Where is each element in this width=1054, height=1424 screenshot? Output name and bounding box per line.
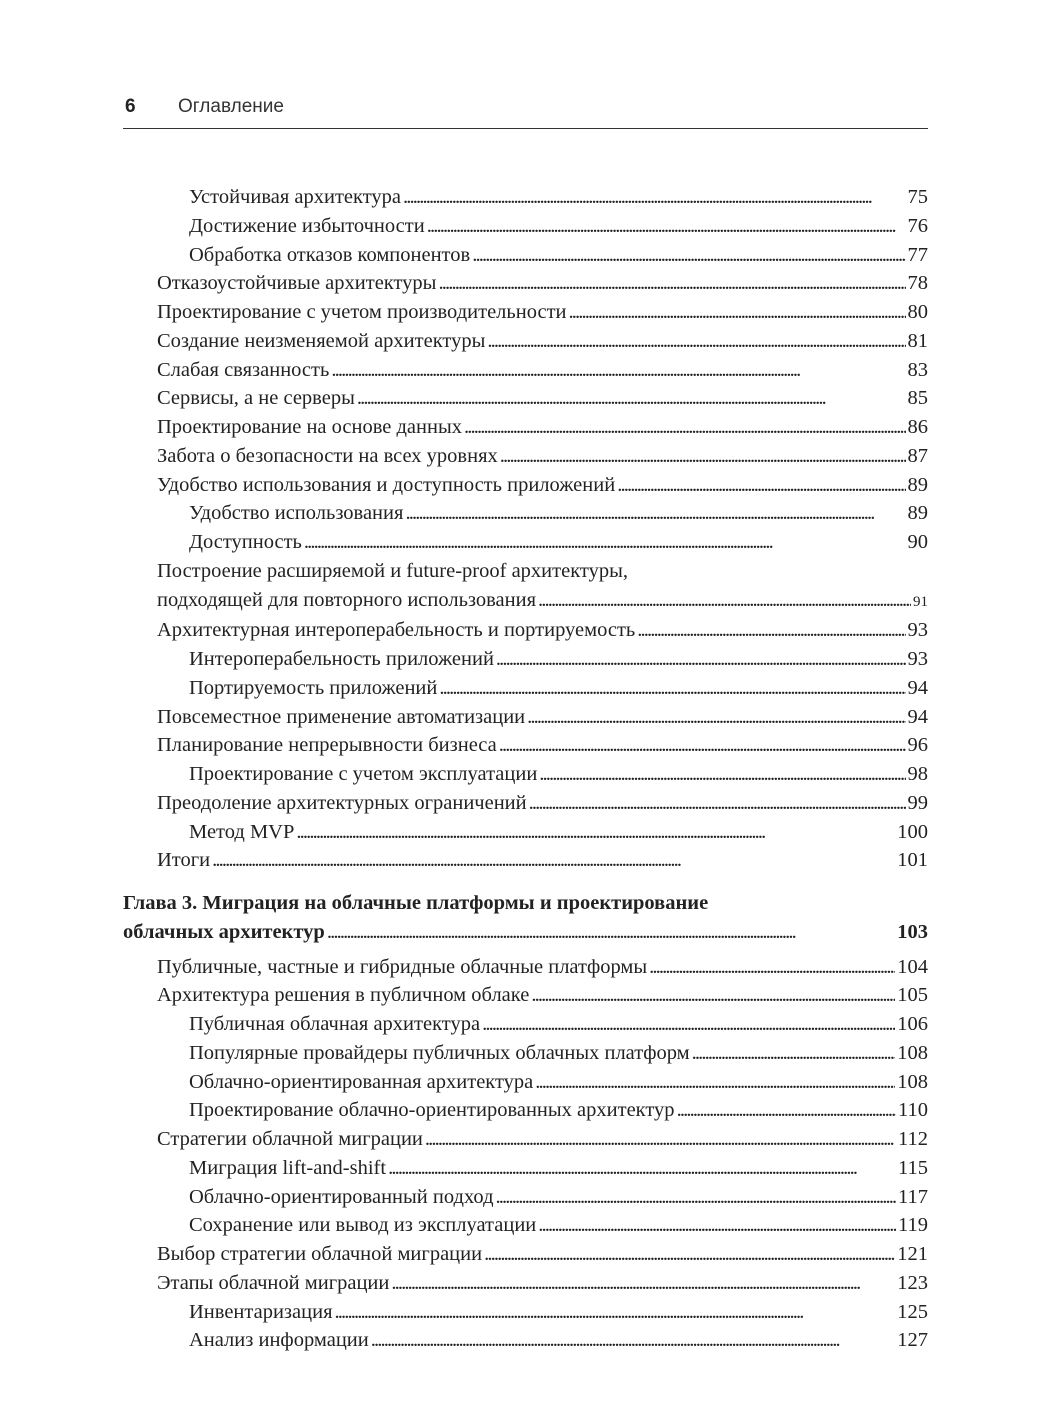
entry-title: Интероперабельность приложений bbox=[189, 648, 494, 670]
dot-leader bbox=[482, 1010, 895, 1039]
dot-leader bbox=[439, 674, 905, 703]
dot-leader bbox=[677, 1096, 896, 1125]
entry-title: Популярные провайдеры публичных облачных платформ bbox=[189, 1041, 690, 1064]
entry-page: 103 bbox=[897, 920, 928, 943]
entry-title: Публичные, частные и гибридные облачные платформы bbox=[157, 955, 648, 978]
dot-leader bbox=[357, 384, 906, 413]
dot-leader bbox=[569, 298, 906, 327]
dot-leader bbox=[296, 818, 895, 847]
entry-page: 78 bbox=[907, 272, 928, 295]
entry-title: Итоги bbox=[157, 849, 211, 872]
entry-page: 98 bbox=[907, 763, 928, 785]
entry-title: Портируемость приложений bbox=[189, 676, 438, 699]
entry-title-line: Глава 3. Миграция на облачные платформы и проектирование bbox=[123, 892, 709, 914]
entry-page: 80 bbox=[907, 301, 928, 323]
entry-page: 104 bbox=[897, 955, 928, 978]
dot-leader bbox=[535, 1068, 895, 1097]
toc-entry bbox=[123, 499, 928, 528]
toc-entry bbox=[123, 1211, 928, 1240]
toc-entry bbox=[123, 1269, 928, 1298]
entry-title: Метод MVP bbox=[189, 820, 295, 843]
toc-entry bbox=[123, 616, 928, 645]
entry-page: 81 bbox=[907, 329, 928, 352]
toc-entry bbox=[123, 528, 928, 557]
entry-page: 96 bbox=[907, 734, 928, 757]
entry-title: Анализ информации bbox=[189, 1329, 369, 1352]
entry-page: 119 bbox=[898, 1214, 928, 1237]
entry-title: Выбор стратегии облачной миграции bbox=[157, 1243, 483, 1265]
toc-entry bbox=[123, 1068, 928, 1097]
toc-entry bbox=[123, 674, 928, 703]
entry-title: Архитектурная интероперабельность и портируемость bbox=[157, 619, 636, 642]
toc-chapter-entry bbox=[123, 889, 928, 947]
dot-leader bbox=[500, 442, 906, 471]
dot-leader bbox=[405, 499, 905, 528]
entry-page: 100 bbox=[897, 820, 928, 843]
entry-page: 123 bbox=[897, 1271, 928, 1294]
entry-page: 77 bbox=[907, 243, 928, 266]
dot-leader bbox=[527, 703, 905, 732]
entry-last-line bbox=[157, 586, 928, 617]
entry-page: 86 bbox=[907, 416, 928, 438]
dot-leader bbox=[464, 413, 906, 442]
toc-entry bbox=[123, 1039, 928, 1068]
toc-entry bbox=[123, 981, 928, 1010]
entry-title: Повсеместное применение автоматизации bbox=[157, 705, 526, 728]
entry-page: 93 bbox=[907, 648, 928, 670]
toc-entry bbox=[123, 1183, 928, 1212]
dot-leader bbox=[617, 471, 905, 500]
toc-entry bbox=[123, 1326, 928, 1355]
dot-leader bbox=[487, 327, 905, 356]
entry-title: Создание неизменяемой архитектуры bbox=[157, 329, 486, 352]
toc-entry bbox=[123, 212, 928, 241]
dot-leader bbox=[403, 183, 905, 212]
entry-page: 89 bbox=[907, 473, 928, 496]
running-title: Оглавление bbox=[178, 96, 284, 117]
toc-entry bbox=[123, 789, 928, 818]
dot-leader bbox=[335, 1298, 896, 1327]
entry-title: Отказоустойчивые архитектуры bbox=[157, 272, 437, 295]
entry-title: Доступность bbox=[189, 531, 302, 553]
table-of-contents bbox=[123, 183, 928, 1355]
toc-entry bbox=[123, 384, 928, 413]
entry-page: 93 bbox=[907, 619, 928, 642]
entry-page: 83 bbox=[907, 358, 928, 381]
entry-page: 106 bbox=[897, 1013, 928, 1035]
dot-leader bbox=[496, 1183, 897, 1212]
entry-page: 87 bbox=[907, 444, 928, 467]
toc-entry bbox=[123, 645, 928, 674]
entry-page: 108 bbox=[897, 1070, 928, 1093]
toc-entry bbox=[123, 442, 928, 471]
entry-page: 94 bbox=[907, 705, 928, 728]
entry-title: Слабая связанность bbox=[157, 358, 330, 381]
entry-title: Забота о безопасности на всех уровнях bbox=[157, 444, 498, 467]
entry-title: Сервисы, а не серверы bbox=[157, 387, 355, 410]
toc-entry bbox=[123, 1125, 928, 1154]
toc-entry bbox=[123, 818, 928, 847]
entry-title: Инвентаризация bbox=[189, 1300, 333, 1323]
dot-leader bbox=[499, 731, 906, 760]
entry-title: Преодоление архитектурных ограничений bbox=[157, 791, 527, 814]
dot-leader bbox=[388, 1154, 896, 1183]
dot-leader bbox=[391, 1269, 895, 1298]
entry-page: 105 bbox=[897, 984, 928, 1007]
entry-page: 90 bbox=[907, 531, 928, 553]
entry-title: Проектирование с учетом эксплуатации bbox=[189, 763, 538, 785]
entry-title: Обработка отказов компонентов bbox=[189, 243, 471, 266]
toc-entry bbox=[123, 183, 928, 212]
running-header bbox=[123, 94, 928, 129]
toc-entry bbox=[123, 241, 928, 270]
entry-page: 112 bbox=[898, 1128, 928, 1150]
dot-leader bbox=[438, 269, 905, 298]
entry-last-line bbox=[123, 918, 928, 947]
entry-page: 127 bbox=[897, 1329, 928, 1352]
entry-title-line: облачных архитектур bbox=[123, 920, 325, 943]
entry-page: 117 bbox=[898, 1185, 928, 1208]
toc-entry bbox=[123, 1240, 928, 1269]
toc-entry bbox=[123, 1010, 928, 1039]
toc-entry bbox=[123, 413, 928, 442]
entry-title-line: подходящей для повторного использования bbox=[157, 588, 537, 611]
dot-leader bbox=[539, 760, 905, 789]
dot-leader bbox=[649, 953, 895, 982]
page-number: 6 bbox=[125, 96, 136, 117]
toc-entry bbox=[123, 1154, 928, 1183]
entry-title: Удобство использования и доступность приложений bbox=[157, 473, 616, 496]
entry-title: Архитектура решения в публичном облаке bbox=[157, 984, 530, 1007]
entry-title: Устойчивая архитектура bbox=[189, 186, 402, 208]
entry-title: Стратегии облачной миграции bbox=[157, 1128, 423, 1150]
entry-title: Миграция lift-and-shift bbox=[189, 1156, 387, 1179]
entry-page: 101 bbox=[897, 849, 928, 872]
dot-leader bbox=[692, 1039, 896, 1068]
entry-title: Проектирование на основе данных bbox=[157, 416, 462, 438]
toc-entry bbox=[123, 760, 928, 789]
dot-leader bbox=[427, 212, 906, 241]
dot-leader bbox=[538, 1211, 896, 1240]
dot-leader bbox=[304, 528, 906, 557]
entry-page: 94 bbox=[907, 676, 928, 699]
dot-leader bbox=[529, 789, 906, 818]
toc-entry bbox=[123, 703, 928, 732]
toc-entry bbox=[123, 731, 928, 760]
toc-entry bbox=[123, 846, 928, 875]
entry-page: 121 bbox=[897, 1243, 928, 1265]
entry-title: Облачно-ориентированный подход bbox=[189, 1185, 494, 1208]
toc-entry bbox=[123, 327, 928, 356]
entry-title: Проектирование облачно-ориентированных архитектур bbox=[189, 1099, 675, 1122]
dot-leader bbox=[637, 616, 905, 645]
dot-leader bbox=[538, 586, 911, 615]
entry-title: Сохранение или вывод из эксплуатации bbox=[189, 1214, 537, 1237]
toc-entry bbox=[123, 1096, 928, 1125]
entry-page: 125 bbox=[897, 1300, 928, 1323]
entry-title: Облачно-ориентированная архитектура bbox=[189, 1070, 534, 1093]
dot-leader bbox=[371, 1326, 896, 1355]
entry-page: 108 bbox=[897, 1041, 928, 1064]
dot-leader bbox=[212, 846, 895, 875]
entry-title: Этапы облачной миграции bbox=[157, 1271, 390, 1294]
entry-page: 115 bbox=[898, 1156, 928, 1179]
dot-leader bbox=[331, 356, 905, 385]
entry-title: Публичная облачная архитектура bbox=[189, 1013, 481, 1035]
entry-page: 75 bbox=[907, 186, 928, 208]
dot-leader bbox=[327, 918, 895, 947]
dot-leader bbox=[531, 981, 895, 1010]
dot-leader bbox=[425, 1125, 896, 1154]
entry-page: 89 bbox=[907, 502, 928, 525]
entry-title-line: Построение расширяемой и future-proof архитектуры, bbox=[157, 559, 628, 582]
entry-title: Удобство использования bbox=[189, 502, 404, 525]
entry-page: 110 bbox=[898, 1099, 928, 1122]
dot-leader bbox=[496, 645, 906, 674]
entry-page: 85 bbox=[907, 387, 928, 410]
entry-title: Проектирование с учетом производительности bbox=[157, 301, 567, 323]
entry-page: 76 bbox=[907, 214, 928, 237]
toc-entry bbox=[123, 356, 928, 385]
entry-title: Достижение избыточности bbox=[189, 214, 425, 237]
toc-entry bbox=[123, 557, 928, 617]
dot-leader bbox=[472, 241, 905, 270]
entry-page: 91 bbox=[913, 593, 928, 610]
dot-leader bbox=[484, 1240, 895, 1269]
entry-title: Планирование непрерывности бизнеса bbox=[157, 734, 497, 757]
toc-entry bbox=[123, 1298, 928, 1327]
toc-entry bbox=[123, 953, 928, 982]
entry-page: 99 bbox=[907, 791, 928, 814]
toc-entry bbox=[123, 471, 928, 500]
toc-entry bbox=[123, 269, 928, 298]
toc-entry bbox=[123, 298, 928, 327]
